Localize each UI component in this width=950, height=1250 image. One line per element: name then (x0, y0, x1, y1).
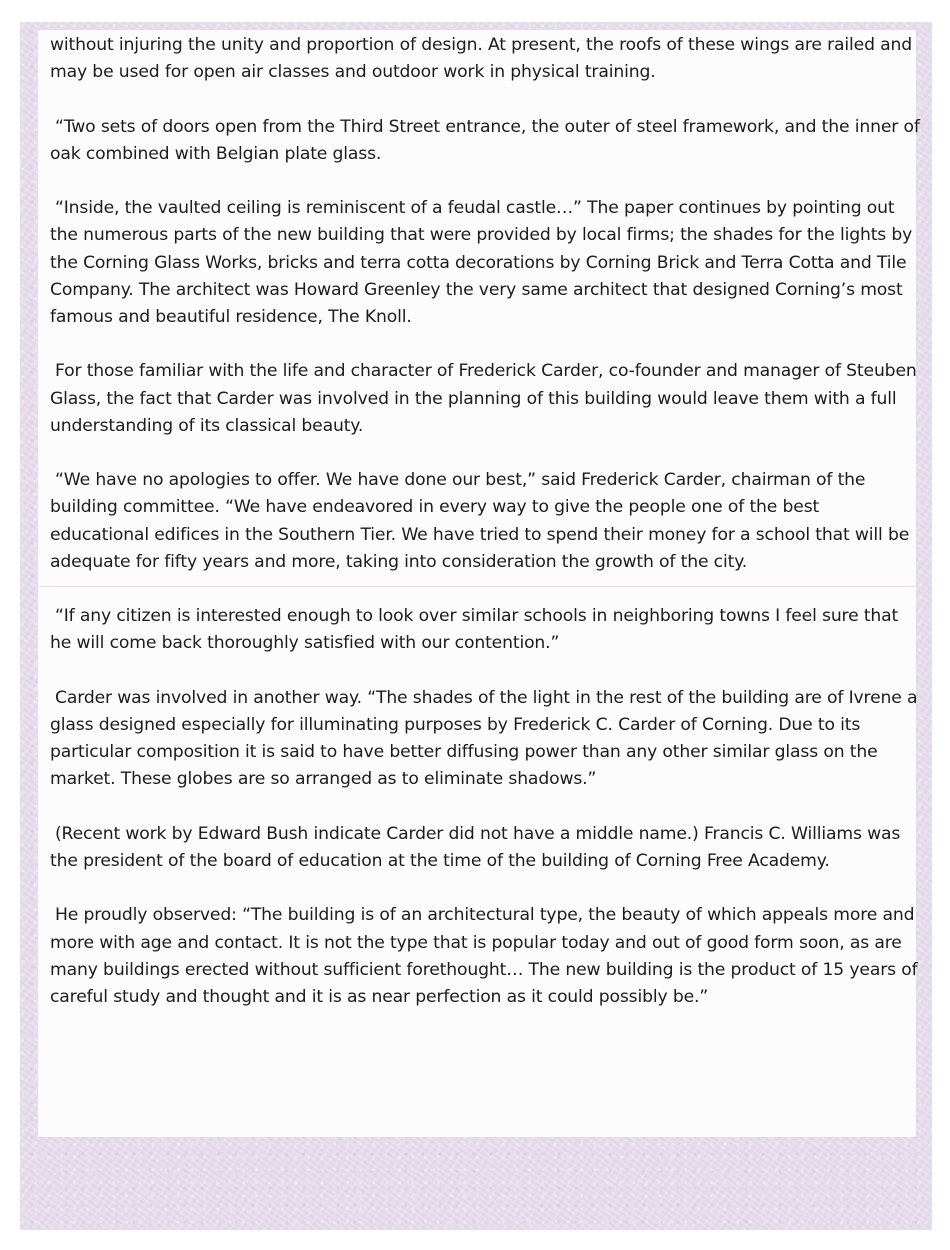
paragraph: “If any citizen is interested enough to look over similar schools in neighboring towns I feel sure that he will come back thoroughly satisfied with our contention.” (50, 606, 899, 654)
paragraph: Carder was involved in another way. “The shades of the light in the rest of the building are of Ivrene a glass designed especially for illuminating purposes by Frederick C. Carder of Corning. Due to its particular composition it is said to have better diffusing power than any other similar glass on the market. These globes are so arranged as to eliminate shadows.” (50, 687, 918, 790)
document-body (50, 32, 922, 1038)
paragraph: For those familiar with the life and character of Frederick Carder, co-founder and manager of Steuben Glass, the fact that Carder was involved in the planning of this building would leave them with a full understanding of its classical beauty. (50, 361, 917, 436)
paragraph: (Recent work by Edward Bush indicate Carder did not have a middle name.) Francis C. Williams was the president of the board of education at the time of the building of Corning Free Academy. (50, 823, 901, 871)
paragraph: without injuring the unity and proportion of design. At present, the roofs of these wings are railed and may be used for open air classes and outdoor work in physical training. (50, 35, 913, 83)
paragraph: “Inside, the vaulted ceiling is reminiscent of a feudal castle…” The paper continues by pointing out the numerous parts of the new building that were provided by local firms; the shades for the lights by the Corning Glass Works, bricks and terra cotta decorations by Corning Brick and Terra Cotta and Tile Company. The architect was Howard Greenley the very same architect that designed Corning’s most famous and beautiful residence, The Knoll. (50, 198, 913, 327)
paragraph: “We have no apologies to offer. We have done our best,” said Frederick Carder, chairman of the building committee. “We have endeavored in every way to give the people one of the best educational edifices in the Southern Tier. We have tried to spend their money for a school that will be adequate for fifty years and more, taking into consideration the growth of the city. (50, 470, 910, 572)
paragraph: “Two sets of doors open from the Third Street entrance, the outer of steel framework, and the inner of oak combined with Belgian plate glass. (50, 116, 920, 164)
paragraph: He proudly observed: “The building is of an architectural type, the beauty of which appeals more and more with age and contact. It is not the type that is popular today and out of good form soon, as are many buildings erected without sufficient forethought… The new building is the product of 15 years of careful study and thought and it is as near perfection as it could possibly be.” (50, 905, 918, 1007)
